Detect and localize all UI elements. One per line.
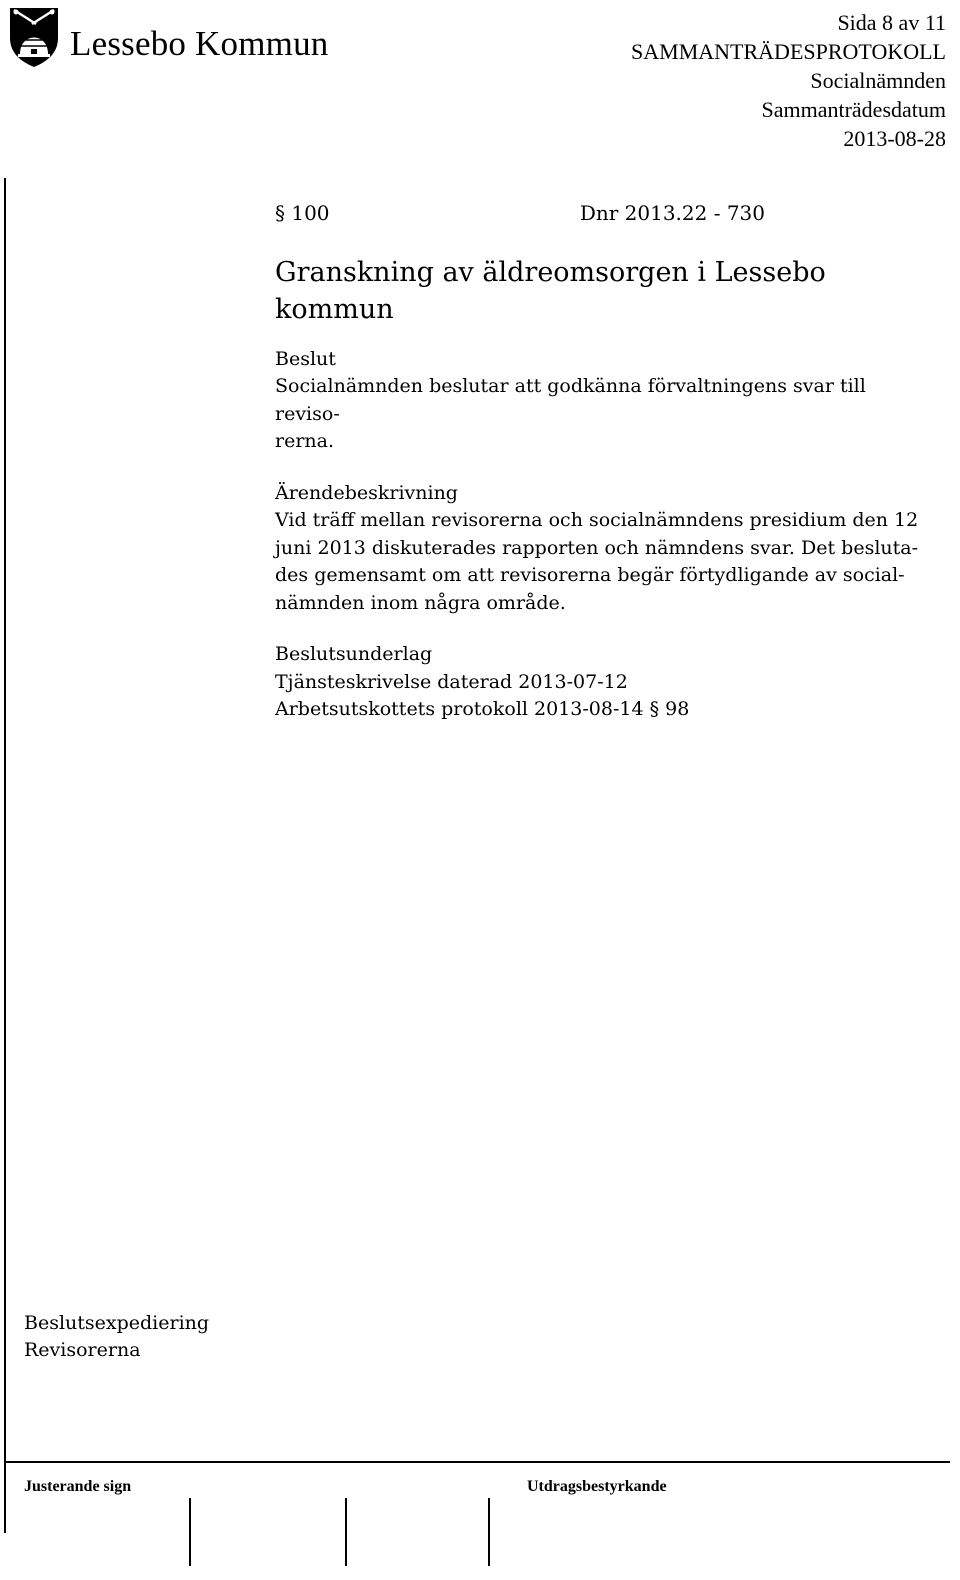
meeting-date: 2013-08-28 [843,126,946,151]
document-header [631,8,946,153]
case-number: Dnr 2013.22 - 730 [579,201,765,225]
adjuster-signature-label: Justerande sign [24,1478,132,1495]
description-section [275,480,935,618]
distribution-recipients: Revisorerna [24,1339,141,1361]
municipality-logo [6,4,366,70]
left-margin-line [4,178,6,1533]
description-text: Vid träff mellan revisorerna och socialnämndens presidium den 12 juni 2013 diskuterades rapporten och nämndens svar. Det besluta- des gemensamt om att revisorerna begär förtydligande av social- nämnden inom några område. [275,509,919,614]
agenda-item [275,200,935,748]
page-number: Sida 8 av 11 [837,10,946,35]
municipality-name: Lessebo Kommun [70,24,329,63]
beehive-crest-icon [6,4,62,68]
committee-name: Socialnämnden [810,68,946,93]
decision-text: Socialnämnden beslutar att godkänna förvaltningens svar till reviso- rerna. [275,375,866,452]
footer-divider-line [6,1461,950,1463]
basis-item: Tjänsteskrivelse daterad 2013-07-12 [275,670,628,693]
meeting-date-label: Sammanträdesdatum [761,97,946,122]
decision-section [275,346,935,456]
basis-item: Arbetsutskottets protokoll 2013-08-14 § 98 [275,698,690,720]
signature-box-line-2 [345,1498,347,1566]
decision-heading: Beslut [275,347,336,370]
description-heading: Ärendebeskrivning [275,481,458,504]
paragraph-number: § 100 [275,201,330,225]
item-title: Granskning av äldreomsorgen i Lessebo kommun [275,256,826,325]
decision-distribution [24,1310,209,1364]
document-type: SAMMANTRÄDESPROTOKOLL [631,39,946,64]
item-reference-row [275,200,765,228]
basis-section [275,641,935,724]
distribution-heading: Beslutsexpediering [24,1312,210,1334]
basis-heading: Beslutsunderlag [275,643,433,665]
extract-certification-label: Utdragsbestyrkande [527,1478,667,1495]
signature-box-line-3 [488,1498,490,1566]
signature-box-line-1 [189,1498,191,1566]
